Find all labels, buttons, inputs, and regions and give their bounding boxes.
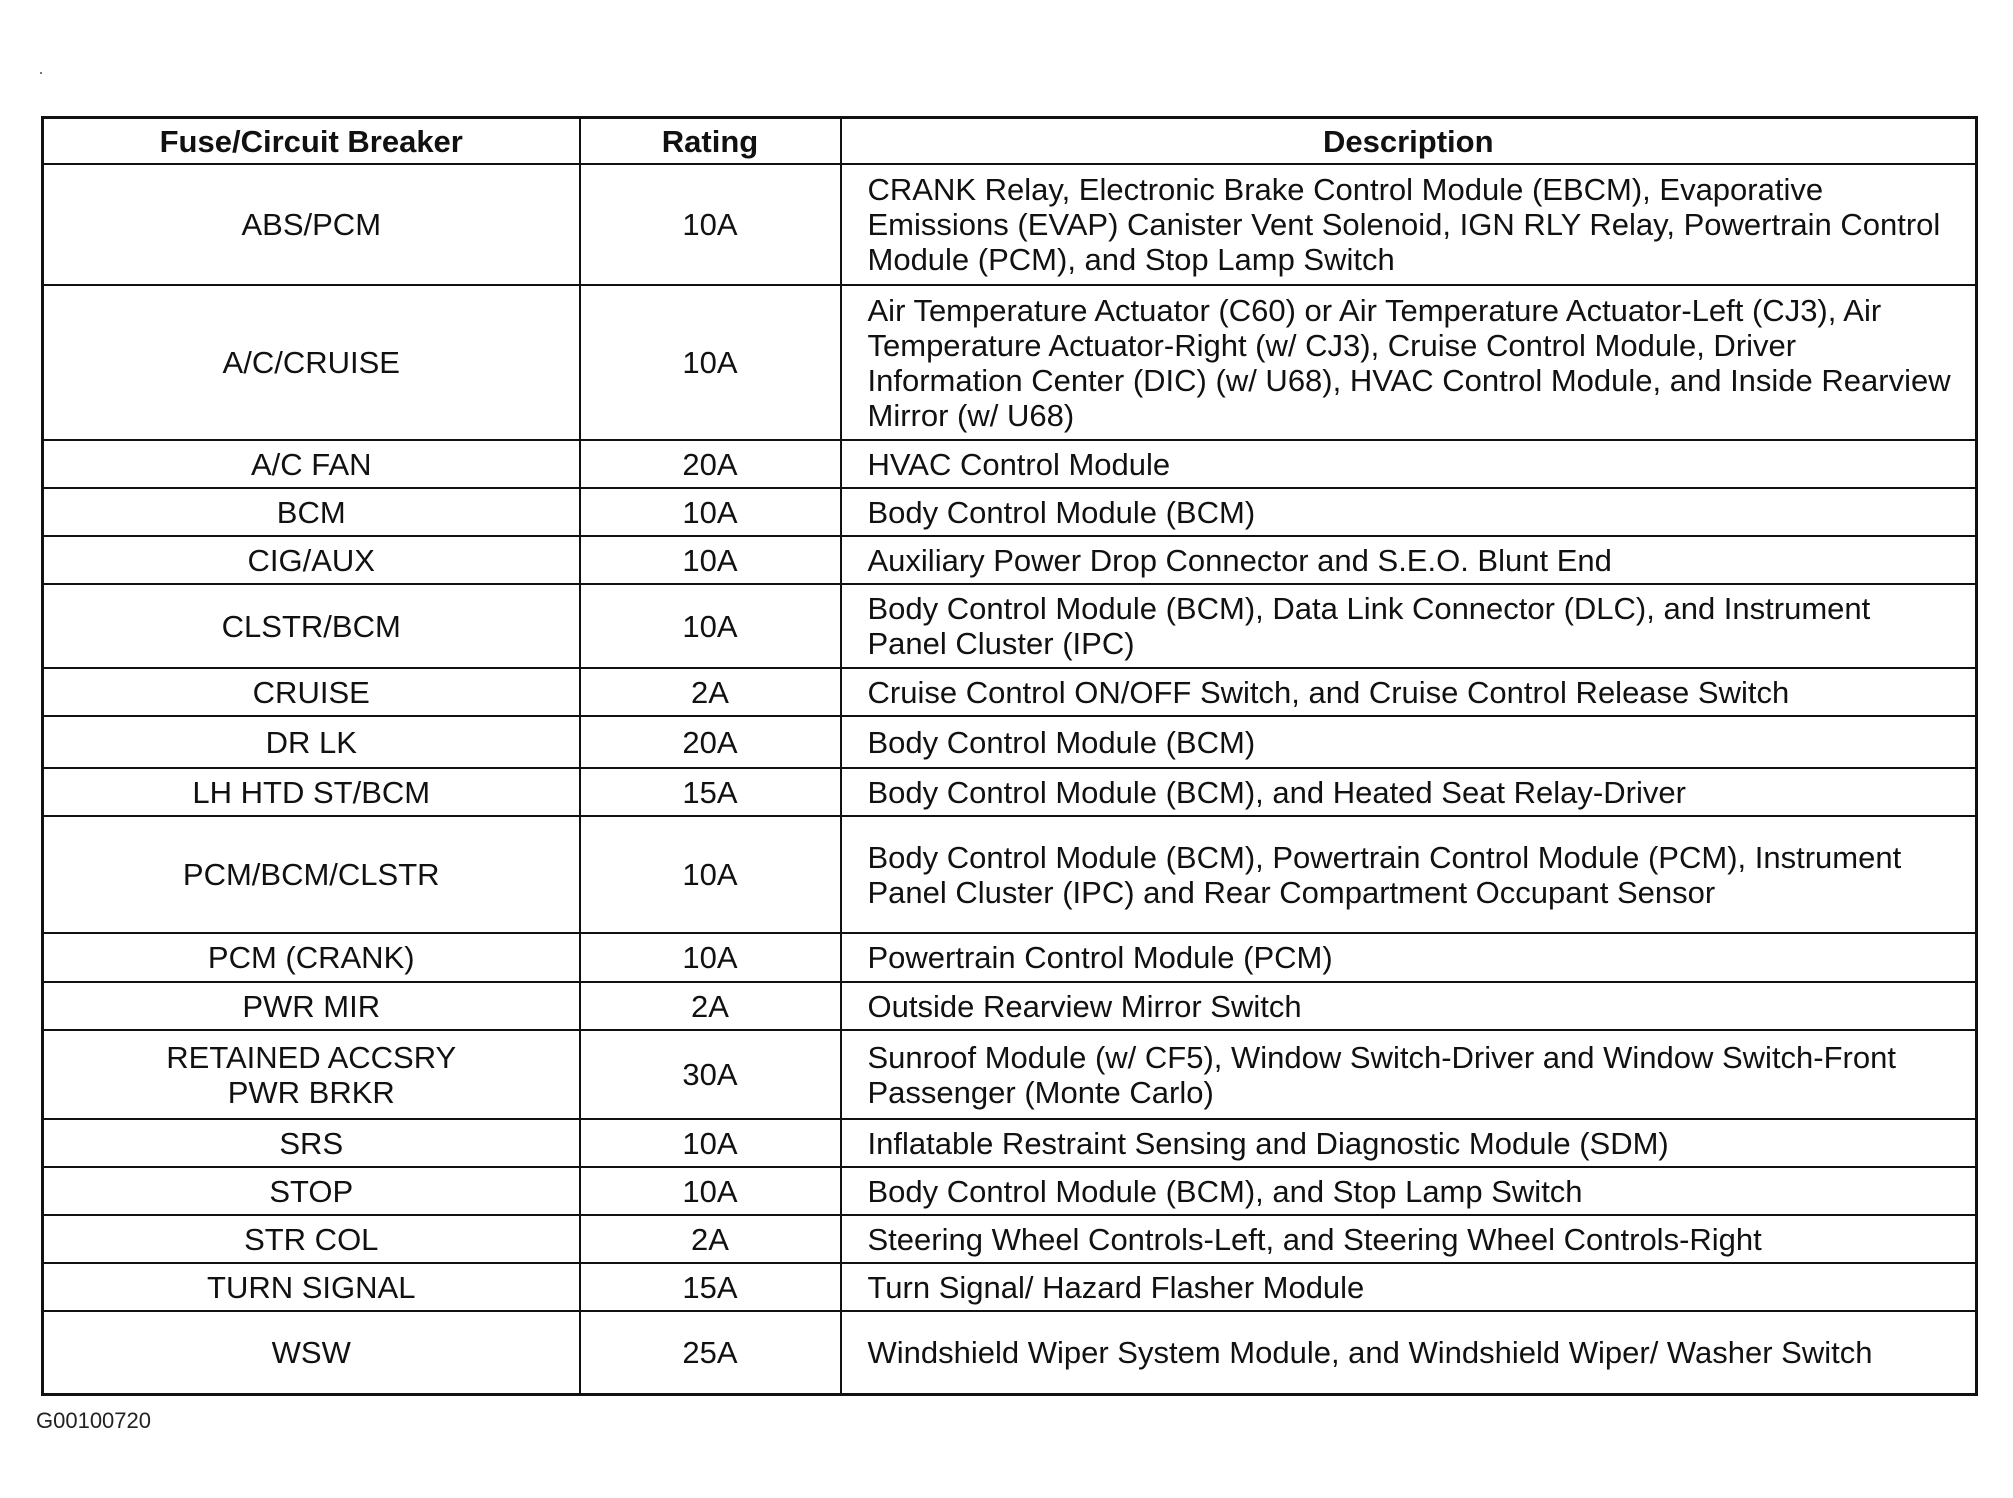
description-cell: Inflatable Restraint Sensing and Diagnostic Module (SDM) [841,1119,1977,1167]
fuse-cell: A/C/CRUISE [43,285,580,440]
rating-cell: 10A [580,1119,841,1167]
fuse-cell: STR COL [43,1215,580,1263]
table-row [43,536,1977,584]
table-row [43,488,1977,536]
fuse-cell: RETAINED ACCSRY PWR BRKR [43,1030,580,1119]
scan-mark [40,72,42,74]
description-cell: Powertrain Control Module (PCM) [841,933,1977,982]
fuse-cell: DR LK [43,716,580,768]
rating-cell: 15A [580,768,841,816]
description-cell: Auxiliary Power Drop Connector and S.E.O. Blunt End [841,536,1977,584]
table-row [43,285,1977,440]
figure-id: G00100720 [36,1408,151,1433]
rating-cell: 10A [580,536,841,584]
description-cell: Sunroof Module (w/ CF5), Window Switch-Driver and Window Switch-Front Passenger (Monte Carlo) [841,1030,1977,1119]
fuse-cell: A/C FAN [43,440,580,488]
description-cell: Turn Signal/ Hazard Flasher Module [841,1263,1977,1311]
fuse-cell: BCM [43,488,580,536]
description-cell: Outside Rearview Mirror Switch [841,982,1977,1030]
rating-cell: 10A [580,816,841,933]
rating-cell: 2A [580,1215,841,1263]
rating-cell: 20A [580,440,841,488]
rating-cell: 10A [580,933,841,982]
description-cell: Steering Wheel Controls-Left, and Steering Wheel Controls-Right [841,1215,1977,1263]
table-row [43,1311,1977,1394]
table-body [43,164,1977,1394]
table-row [43,716,1977,768]
header-fuse: Fuse/Circuit Breaker [43,118,580,165]
description-cell: Body Control Module (BCM), and Heated Seat Relay-Driver [841,768,1977,816]
table-row [43,1119,1977,1167]
table-row [43,1030,1977,1119]
description-cell: Body Control Module (BCM) [841,716,1977,768]
description-cell: Body Control Module (BCM), and Stop Lamp Switch [841,1167,1977,1215]
fuse-cell: PWR MIR [43,982,580,1030]
description-cell: CRANK Relay, Electronic Brake Control Module (EBCM), Evaporative Emissions (EVAP) Canister Vent Solenoid, IGN RLY Relay, Powertrain Control Module (PCM), and Stop Lamp Switch [841,164,1977,285]
rating-cell: 20A [580,716,841,768]
rating-cell: 10A [580,285,841,440]
fuse-cell: WSW [43,1311,580,1394]
description-cell: Body Control Module (BCM), Data Link Connector (DLC), and Instrument Panel Cluster (IPC) [841,584,1977,668]
table-row [43,440,1977,488]
fuse-cell: TURN SIGNAL [43,1263,580,1311]
description-cell: HVAC Control Module [841,440,1977,488]
table-row [43,816,1977,933]
description-cell: Body Control Module (BCM), Powertrain Control Module (PCM), Instrument Panel Cluster (IPC) and Rear Compartment Occupant Sensor [841,816,1977,933]
fuse-cell: LH HTD ST/BCM [43,768,580,816]
rating-cell: 2A [580,668,841,716]
rating-cell: 10A [580,488,841,536]
table-row [43,1167,1977,1215]
table-row [43,164,1977,285]
rating-cell: 10A [580,584,841,668]
table-row [43,1263,1977,1311]
rating-cell: 10A [580,1167,841,1215]
description-cell: Cruise Control ON/OFF Switch, and Cruise Control Release Switch [841,668,1977,716]
table-row [43,668,1977,716]
table-header-row [43,118,1977,165]
rating-cell: 2A [580,982,841,1030]
description-cell: Air Temperature Actuator (C60) or Air Temperature Actuator-Left (CJ3), Air Temperature Actuator-Right (w/ CJ3), Cruise Control Module, Driver Information Center (DIC) (w/ U68), HVAC Control Module, and Inside Rearview Mirror (w/ U68) [841,285,1977,440]
rating-cell: 30A [580,1030,841,1119]
table-row [43,584,1977,668]
table-row [43,1215,1977,1263]
fuse-cell: PCM (CRANK) [43,933,580,982]
table-row [43,982,1977,1030]
fuse-cell: CLSTR/BCM [43,584,580,668]
fuse-table [41,116,1978,1396]
rating-cell: 10A [580,164,841,285]
header-description: Description [841,118,1977,165]
table-row [43,768,1977,816]
header-rating: Rating [580,118,841,165]
description-cell: Windshield Wiper System Module, and Windshield Wiper/ Washer Switch [841,1311,1977,1394]
fuse-cell: PCM/BCM/CLSTR [43,816,580,933]
rating-cell: 15A [580,1263,841,1311]
table-row [43,933,1977,982]
rating-cell: 25A [580,1311,841,1394]
fuse-cell: ABS/PCM [43,164,580,285]
fuse-cell: STOP [43,1167,580,1215]
description-cell: Body Control Module (BCM) [841,488,1977,536]
fuse-cell: CIG/AUX [43,536,580,584]
fuse-cell: SRS [43,1119,580,1167]
fuse-cell: CRUISE [43,668,580,716]
